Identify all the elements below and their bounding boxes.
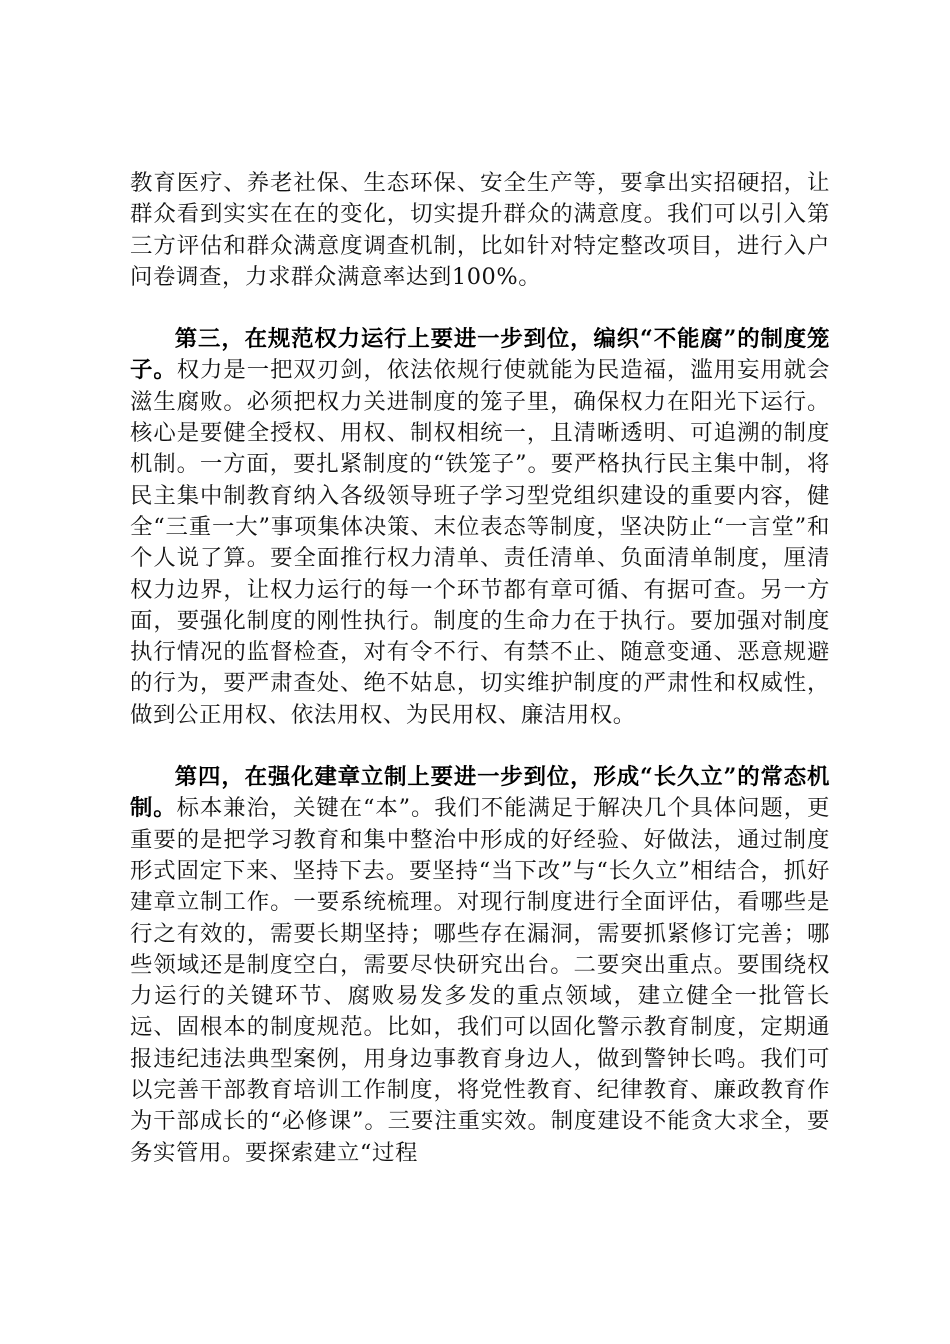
paragraph-section-three (130, 324, 830, 731)
paragraph-spacer (130, 293, 830, 324)
paragraph-continuation (130, 168, 830, 293)
section-heading: 第三，在规范权力运行上要进一步到位，编织“不能腐”的制度笼子。 (130, 326, 830, 384)
section-heading: 第四，在强化建章立制上要进一步到位，形成“长久立”的常态机制。 (130, 764, 830, 822)
paragraph-section-four (130, 762, 830, 1169)
paragraph-spacer (130, 731, 830, 762)
paragraph-body: 权力是一把双刃剑，依法依规行使就能为民造福，滥用妄用就会滋生腐败。必须把权力关进制度的笼子里，确保权力在阳光下运行。核心是要健全授权、用权、制权相统一，且清晰透明、可追溯的制度机制。一方面，要扎紧制度的“铁笼子”。要严格执行民主集中制，将民主集中制教育纳入各级领导班子学习型党组织建设的重要内容，健全“三重一大”事项集体决策、末位表态等制度，坚决防止“一言堂”和个人说了算。要全面推行权力清单、责任清单、负面清单制度，厘清权力边界，让权力运行的每一个环节都有章可循、有据可查。另一方面，要强化制度的刚性执行。制度的生命力在于执行。要加强对制度执行情况的监督检查，对有令不行、有禁不止、随意变通、恶意规避的行为，要严肃查处、绝不姑息，切实维护制度的严肃性和权威性，做到公正用权、依法用权、为民用权、廉洁用权。 (130, 357, 830, 728)
paragraph-body: 标本兼治，关键在“本”。我们不能满足于解决几个具体问题，更重要的是把学习教育和集中整治中形成的好经验、好做法，通过制度形式固定下来、坚持下去。要坚持“当下改”与“长久立”相结合，抓好建章立制工作。一要系统梳理。对现行制度进行全面评估，看哪些是行之有效的，需要长期坚持；哪些存在漏洞，需要抓紧修订完善；哪些领域还是制度空白，需要尽快研究出台。二要突出重点。要围绕权力运行的关键环节、腐败易发多发的重点领域，建立健全一批管长远、固根本的制度规范。比如，我们可以固化警示教育制度，定期通报违纪违法典型案例，用身边事教育身边人，做到警钟长鸣。我们可以完善干部教育培训工作制度，将党性教育、纪律教育、廉政教育作为干部成长的“必修课”。三要注重实效。制度建设不能贪大求全，要务实管用。要探索建立“过程 (130, 795, 830, 1166)
document-page (130, 168, 830, 1169)
paragraph-body: 教育医疗、养老社保、生态环保、安全生产等，要拿出实招硬招，让群众看到实实在在的变化，切实提升群众的满意度。我们可以引入第三方评估和群众满意度调查机制，比如针对特定整改项目，进行入户问卷调查，力求群众满意率达到100%。 (130, 170, 830, 290)
